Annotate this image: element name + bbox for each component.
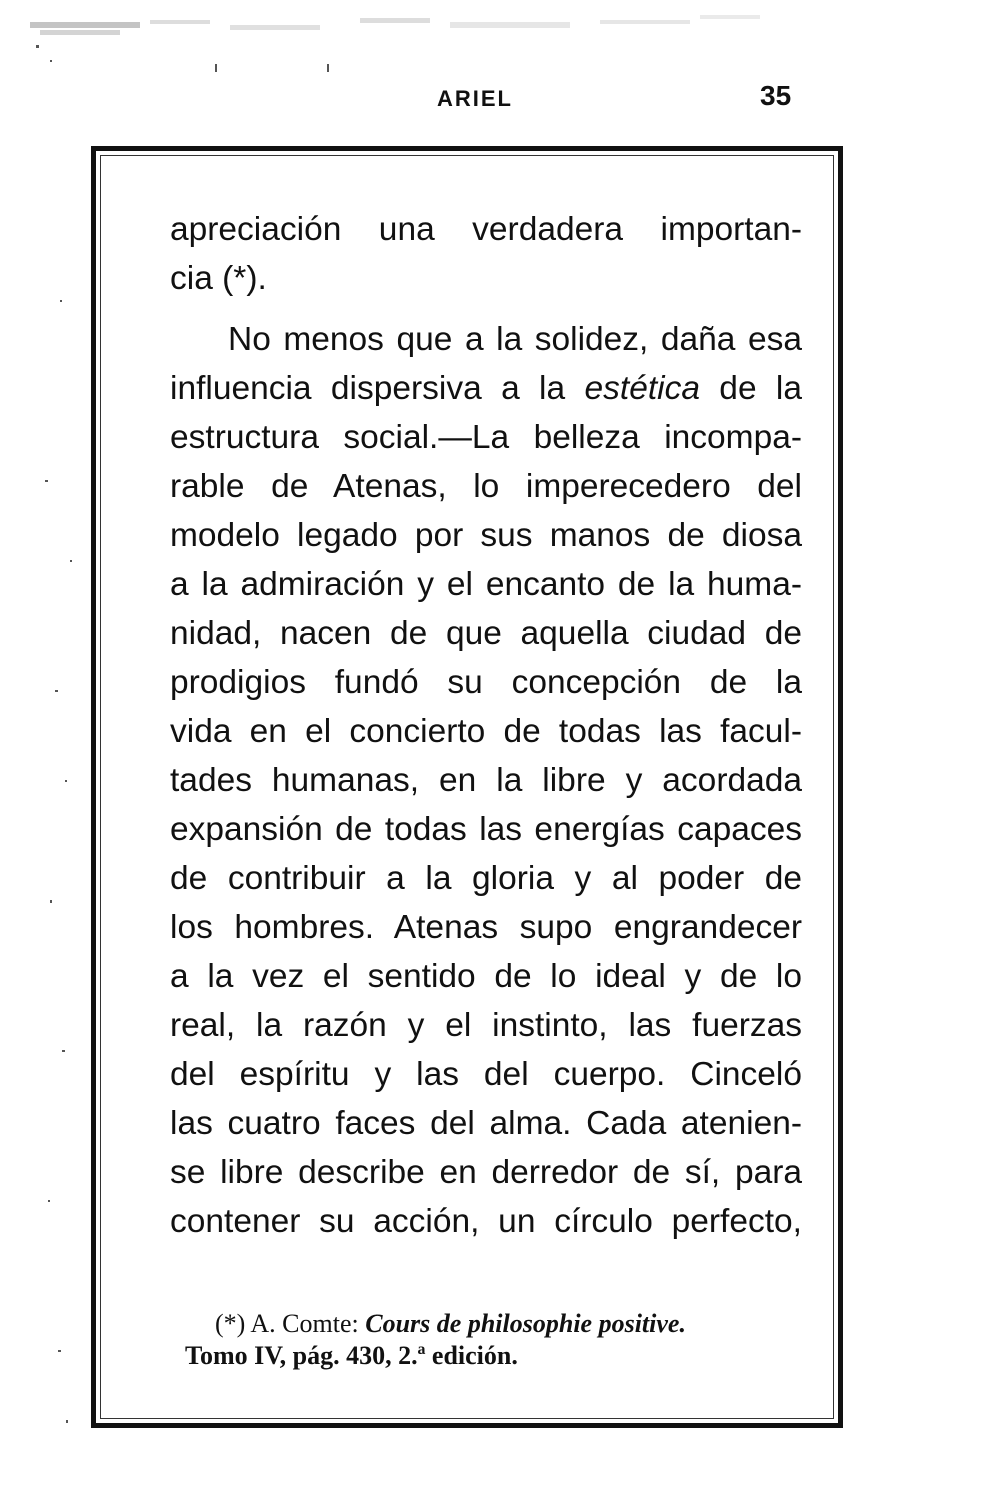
text-line: contener su acción, un círculo perfecto, bbox=[170, 1203, 802, 1240]
text-line: prodigios fundó su concepción de la bbox=[170, 664, 802, 701]
text-line: modelo legado por sus manos de diosa bbox=[170, 517, 802, 554]
footnote-author: A. Comte: bbox=[250, 1309, 366, 1338]
italic-word: estética bbox=[584, 370, 700, 407]
text-line: a la admiración y el encanto de la huma- bbox=[170, 566, 802, 603]
running-title: ARIEL bbox=[437, 86, 513, 111]
text-line: expansión de todas las energías capaces bbox=[170, 811, 802, 848]
text-line: estructura social.—La belleza incompa- bbox=[170, 419, 802, 456]
text-fragment: influencia dispersiva a la bbox=[170, 370, 585, 407]
footnote-marker: (*) bbox=[215, 1309, 246, 1338]
text-line: real, la razón y el instinto, las fuerzas bbox=[170, 1007, 802, 1044]
footnote-detail: Tomo IV, pág. 430, 2.ª edición. bbox=[185, 1341, 518, 1370]
text-line: cia (*). bbox=[170, 260, 267, 297]
footnote bbox=[185, 1308, 807, 1372]
text-line: rable de Atenas, lo imperecedero del bbox=[170, 468, 802, 505]
text-line: del espíritu y las del cuerpo. Cinceló bbox=[170, 1056, 802, 1093]
page-number: 35 bbox=[760, 80, 792, 111]
footnote-line bbox=[185, 1308, 807, 1340]
text-line: los hombres. Atenas supo engrandecer bbox=[170, 909, 802, 946]
body-text bbox=[170, 205, 802, 1246]
text-line: No menos que a la solidez, daña esa bbox=[228, 321, 802, 358]
footnote-work-title: Cours de philosophie positive. bbox=[365, 1309, 686, 1338]
text-line: tades humanas, en la libre y acordada bbox=[170, 762, 802, 799]
text-line-with-italic bbox=[170, 364, 802, 413]
text-line: las cuatro faces del alma. Cada atenien- bbox=[170, 1105, 802, 1142]
text-line: a la vez el sentido de lo ideal y de lo bbox=[170, 958, 802, 995]
text-line: nidad, nacen de que aquella ciudad de bbox=[170, 615, 802, 652]
text-line: vida en el concierto de todas las facul- bbox=[170, 713, 802, 750]
text-fragment: de la bbox=[699, 370, 803, 407]
running-header bbox=[0, 80, 1000, 120]
text-line: apreciación una verdadera importan- bbox=[170, 211, 802, 248]
text-line: se libre describe en derredor de sí, para bbox=[170, 1154, 802, 1191]
text-line: de contribuir a la gloria y al poder de bbox=[170, 860, 802, 897]
